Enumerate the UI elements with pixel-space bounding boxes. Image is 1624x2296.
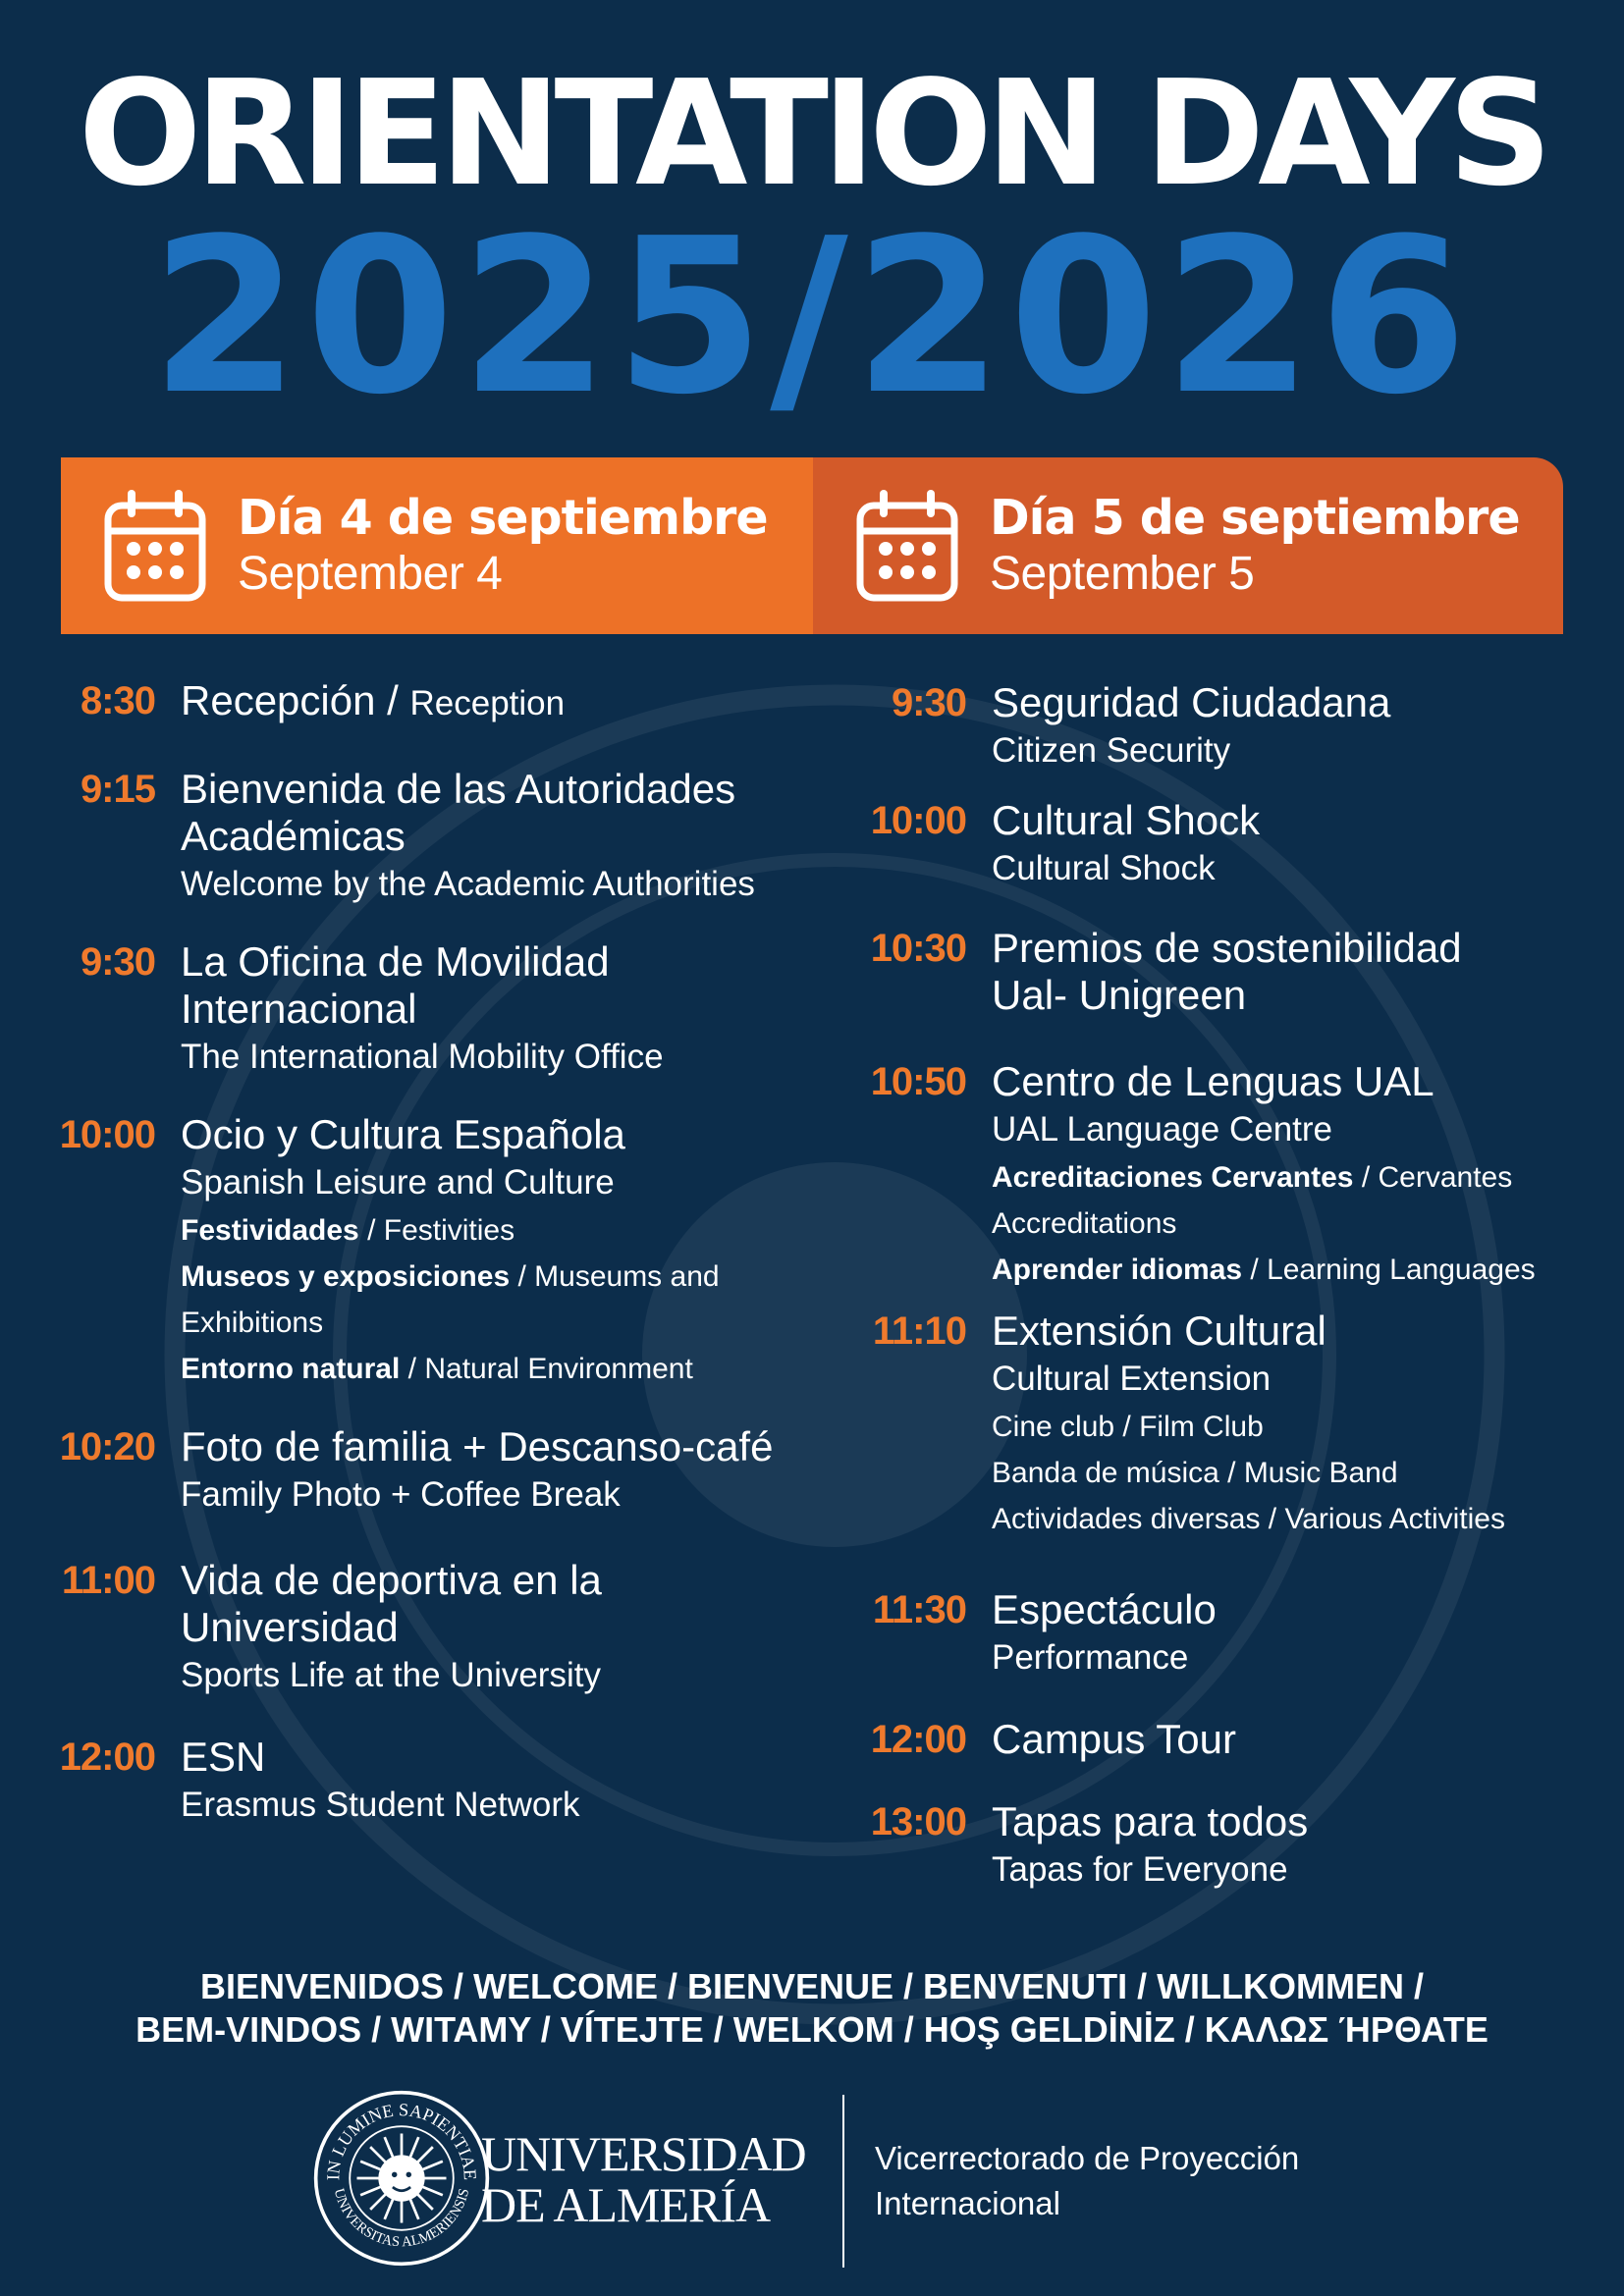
footer-divider bbox=[842, 2095, 844, 2268]
day2-title: Día 5 de septiembre bbox=[990, 490, 1520, 547]
sub-item: Acreditaciones Cervantes / Cervantes bbox=[992, 1161, 1513, 1194]
item-title: ESN bbox=[181, 1734, 266, 1780]
sub-item: Actividades diversas / Various Activities bbox=[992, 1503, 1505, 1535]
schedule-item bbox=[39, 1111, 720, 1392]
item-subtitle: Family Photo + Coffee Break bbox=[181, 1475, 621, 1514]
item-subtitle: Sports Life at the University bbox=[181, 1656, 601, 1694]
schedule-item bbox=[844, 1798, 1308, 1895]
sub-item: Entorno natural / Natural Environment bbox=[181, 1353, 693, 1385]
item-time: 11:00 bbox=[61, 1559, 155, 1602]
item-subtitle: Tapas for Everyone bbox=[992, 1850, 1288, 1889]
day2-banner bbox=[813, 457, 1563, 634]
item-title: Tapas para todos bbox=[992, 1798, 1309, 1844]
item-time: 10:50 bbox=[870, 1060, 966, 1103]
sub-item: Cine club / Film Club bbox=[992, 1411, 1264, 1443]
calendar-icon bbox=[104, 488, 206, 604]
item-subtitle: Spanish Leisure and Culture bbox=[181, 1163, 615, 1201]
item-subtitle: Cultural Shock bbox=[992, 849, 1216, 887]
item-time: 8:30 bbox=[80, 679, 155, 722]
svg-text:UNIVERSITAS ALMERIENSIS: UNIVERSITAS ALMERIENSIS bbox=[330, 2186, 473, 2251]
vice-rectorate: Vicerrectorado de Proyección Internacional bbox=[875, 2140, 1300, 2221]
item-title: La Oficina de Movilidad bbox=[181, 938, 610, 985]
item-title: Vida de deportiva en la bbox=[181, 1557, 602, 1603]
schedule-item bbox=[844, 1586, 1217, 1682]
item-title-line2: Académicas bbox=[181, 813, 406, 859]
day1-banner bbox=[61, 457, 813, 634]
schedule-item bbox=[39, 766, 755, 909]
svg-text:IN LUMINE SAPIENTIAE: IN LUMINE SAPIENTIAE bbox=[323, 2100, 480, 2181]
sub-item: Accreditations bbox=[992, 1207, 1177, 1240]
day1-subtitle: September 4 bbox=[238, 547, 503, 600]
schedule-item bbox=[844, 1716, 1236, 1763]
sub-item: Aprender idiomas / Learning Languages bbox=[992, 1254, 1536, 1286]
item-time: 12:00 bbox=[870, 1718, 966, 1761]
item-subtitle: Citizen Security bbox=[992, 731, 1231, 770]
item-title-line2: Ual- Unigreen bbox=[992, 972, 1247, 1018]
schedule-item bbox=[39, 1557, 602, 1700]
item-title: Recepción bbox=[181, 677, 376, 723]
item-title-line2: Internacional bbox=[181, 986, 417, 1032]
item-time: 10:20 bbox=[59, 1425, 155, 1468]
sub-item: Museos y exposiciones / Museums and bbox=[181, 1260, 720, 1293]
calendar-icon bbox=[856, 488, 958, 604]
item-subtitle: The International Mobility Office bbox=[181, 1038, 664, 1076]
schedule-item bbox=[844, 797, 1260, 893]
item-time: 10:00 bbox=[870, 799, 966, 842]
item-title: Premios de sostenibilidad bbox=[992, 925, 1462, 971]
schedule-item bbox=[844, 1308, 1505, 1542]
schedule-item bbox=[39, 1423, 773, 1520]
item-title-line2: Universidad bbox=[181, 1604, 399, 1650]
item-time: 9:30 bbox=[891, 681, 966, 724]
item-title: Espectáculo bbox=[992, 1586, 1217, 1632]
item-title: Ocio y Cultura Española bbox=[181, 1111, 625, 1157]
item-subtitle: Erasmus Student Network bbox=[181, 1786, 580, 1824]
item-time: 12:00 bbox=[59, 1735, 155, 1779]
item-time: 13:00 bbox=[870, 1800, 966, 1843]
schedule-item bbox=[844, 925, 1462, 1019]
item-time: 10:30 bbox=[870, 927, 966, 970]
schedule-item bbox=[844, 679, 1390, 775]
university-seal-logo bbox=[312, 2089, 491, 2268]
sub-item: Festividades / Festivities bbox=[181, 1214, 515, 1247]
item-title: Cultural Shock bbox=[992, 797, 1261, 843]
item-title: Campus Tour bbox=[992, 1716, 1237, 1762]
item-time: 10:00 bbox=[59, 1113, 155, 1156]
university-name: UNIVERSIDAD DE ALMERÍA bbox=[481, 2126, 806, 2232]
item-title: Extensión Cultural bbox=[992, 1308, 1326, 1354]
schedule-item bbox=[844, 1058, 1536, 1293]
schedule-item bbox=[39, 1734, 580, 1830]
day1-title: Día 4 de septiembre bbox=[238, 490, 768, 547]
sub-item: Banda de música / Music Band bbox=[992, 1457, 1398, 1489]
item-title: Seguridad Ciudadana bbox=[992, 679, 1391, 725]
item-subtitle: Cultural Extension bbox=[992, 1360, 1272, 1398]
item-subtitle: Performance bbox=[992, 1638, 1189, 1677]
welcome-line-1: BIENVENIDOS / WELCOME / BIENVENUE / BENVENUTI / WILLKOMMEN / bbox=[199, 1966, 1425, 2006]
item-title: Foto de familia + Descanso-café bbox=[181, 1423, 774, 1469]
item-subtitle: UAL Language Centre bbox=[992, 1110, 1333, 1148]
item-subtitle: Welcome by the Academic Authorities bbox=[181, 865, 755, 903]
item-time: 11:30 bbox=[872, 1588, 966, 1631]
item-subtitle: Reception bbox=[409, 684, 566, 722]
schedule-item bbox=[39, 938, 664, 1082]
item-title: Centro de Lenguas UAL bbox=[992, 1058, 1435, 1104]
schedule-item: 8:30 Recepción / Reception bbox=[39, 677, 565, 727]
sub-item: Exhibitions bbox=[181, 1307, 324, 1339]
item-time: 11:10 bbox=[872, 1309, 966, 1353]
poster-title: ORIENTATION DAYS bbox=[78, 49, 1546, 218]
item-time: 9:15 bbox=[80, 768, 155, 811]
item-time: 9:30 bbox=[80, 940, 155, 984]
poster-year: 2025/2026 bbox=[150, 193, 1474, 442]
item-title: Bienvenida de las Autoridades bbox=[181, 766, 736, 812]
day2-subtitle: September 5 bbox=[990, 547, 1255, 600]
welcome-line-2: BEM-VINDOS / WITAMY / VÍTEJTE / WELKOM / HOŞ GELDİNİZ / ΚΑΛΩΣ ΉΡΘΑΤΕ bbox=[135, 2009, 1489, 2050]
